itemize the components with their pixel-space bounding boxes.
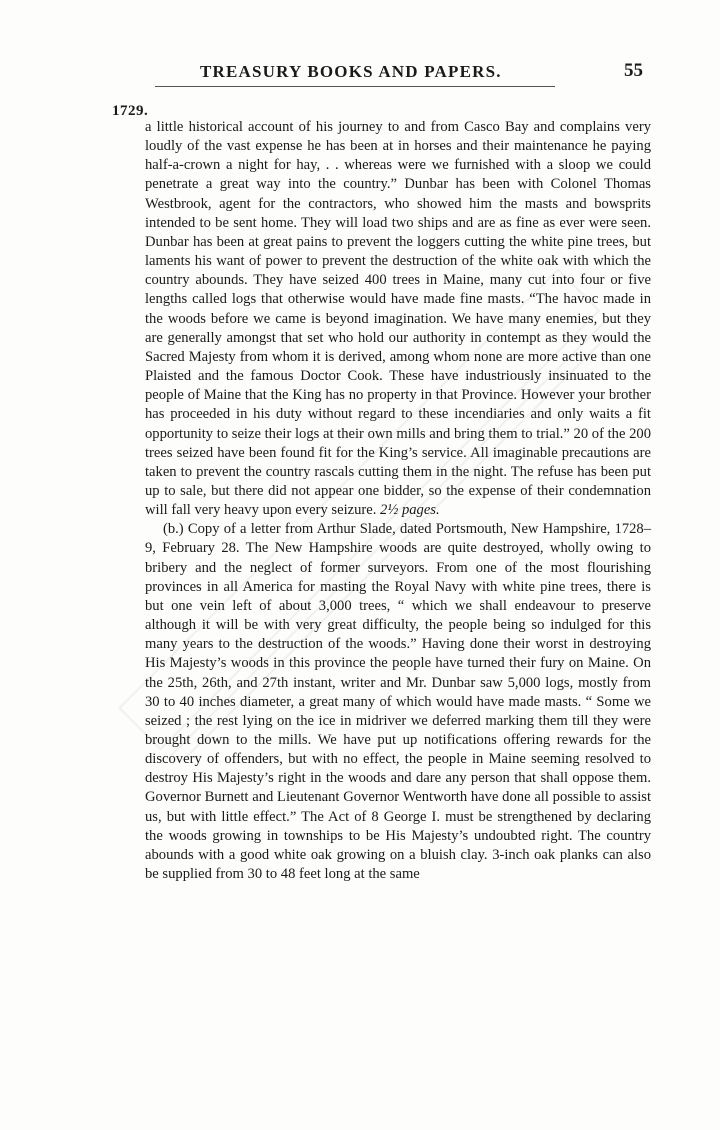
paragraph-1-text: a little historical account of his journey to and from Casco Bay and complains very loudly of the vast expense he has been at in horses and their maintenance he paying half-a-crown a night for hay, . . whereas were we furnished with a sloop we could penetrate a great way into the country.” Dunbar has been with Colonel Thomas Westbrook, agent for the contractors, who showed him the masts and bowsprits intended to be sent home. They will load two ships and are as fine as ever were seen. Dunbar has been at great pains to prevent the loggers cutting the white pine trees, but laments his want of power to prevent the destruction of the white oak with which the country abounds. They have seized 400 trees in Maine, many cut into four or five lengths called logs that otherwise would have made fine masts. “The havoc made in the woods before we came is beyond imagination. We have many enemies, but they are generally amongst that set who hold our authority in contempt as they would the Sacred Majesty from whom it is derived, among whom none are more active than one Plaisted and the famous Doctor Cook. These have industriously insinuated to the people of Maine that the King has no property in that Province. However your brother has proceeded in his duty without regard to these incendiaries and only waits a fit opportunity to seize their logs at their own mills and bring them to trial.” 20 of the 200 trees seized have been found fit for the King’s service. All imaginable precautions are taken to prevent the country rascals cutting them in the night. The refuse has been put up to sale, but there did not appear one bidder, so the expense of their condemnation will fall very heavy upon every seizure. [145,119,651,519]
header-rule [155,86,555,87]
page-number: 55 [624,60,643,81]
paragraph-2-text: Copy of a letter from Arthur Slade, dated Portsmouth, New Hampshire, 1728–9, February 28. The New Hampshire woods are quite destroyed, wholly owing to bribery and the neglect of former surveyors. From one of the most flourishing provinces in all America for masting the Royal Navy with white pine trees, there is but one vein left of about 3,000 trees, “ which we shall endeavour to preserve although it will be with very great difficulty, the people being so indulged for this many years to the destruction of the woods.” Having done their worst in destroying His Majesty’s woods in this province the people have turned their fury on Maine. On the 25th, 26th, and 27th instant, writer and Mr. Dunbar saw 5,000 logs, mostly from 30 to 40 inches diameter, a great many of which would have made masts. “ Some we seized ; the rest lying on the ice in midriver we deferred marking them till they were brought down to the mills. We have put up notifications offering rewards for the discovery of offenders, but with no effect, the people in Maine seeming resolved to destroy His Majesty’s right in the woods and dare any person that shall oppose them. Governor Burnett and Lieutenant Governor Wentworth have done all possible to assist us, but with little effect.” The Act of 8 George I. must be strengthened by declaring the woods growing in townships to be His Majesty’s undoubted right. The country abounds with a good white oak growing on a bluish clay. 3-inch oak planks can also be supplied from 30 to 48 feet long at the same [145,521,652,883]
running-head-title: TREASURY BOOKS AND PAPERS. [200,62,502,81]
page-count: 2½ pages. [380,502,440,519]
item-marker: (b.) [163,521,184,538]
body-text [145,118,651,884]
paragraph-2 [145,520,651,884]
paragraph-1 [145,118,651,520]
margin-year: 1729. [112,103,149,119]
